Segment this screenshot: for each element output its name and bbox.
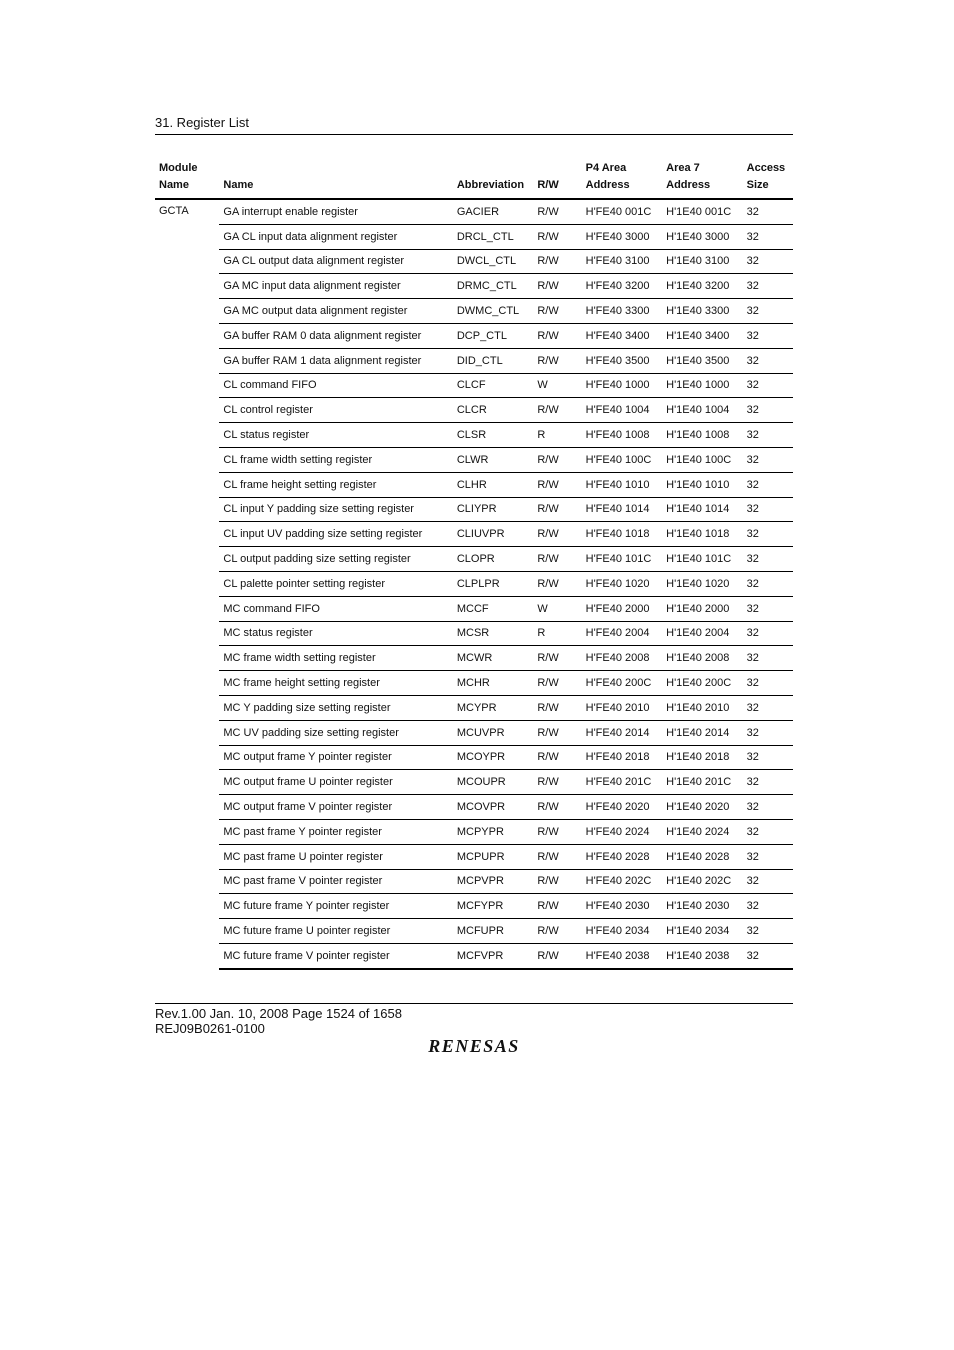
area7-address-cell: H'1E40 3100	[662, 249, 743, 274]
rw-cell: R/W	[533, 274, 581, 299]
abbreviation-cell: MCCF	[453, 596, 534, 621]
p4-address-cell: H'FE40 2008	[582, 646, 663, 671]
register-name-cell: MC output frame U pointer register	[219, 770, 452, 795]
area7-address-cell: H'1E40 1010	[662, 472, 743, 497]
area7-address-cell: H'1E40 3400	[662, 323, 743, 348]
abbreviation-cell: MCOYPR	[453, 745, 534, 770]
register-name-cell: CL output padding size setting register	[219, 547, 452, 572]
p4-address-cell: H'FE40 1004	[582, 398, 663, 423]
rw-cell: R/W	[533, 472, 581, 497]
rw-cell: R/W	[533, 249, 581, 274]
register-name-cell: CL status register	[219, 423, 452, 448]
area7-address-cell: H'1E40 1004	[662, 398, 743, 423]
abbreviation-cell: DRCL_CTL	[453, 224, 534, 249]
register-name-cell: GA buffer RAM 1 data alignment register	[219, 348, 452, 373]
area7-address-cell: H'1E40 200C	[662, 671, 743, 696]
p4-address-cell: H'FE40 1014	[582, 497, 663, 522]
p4-address-cell: H'FE40 3300	[582, 299, 663, 324]
area7-address-cell: H'1E40 101C	[662, 547, 743, 572]
register-name-cell: CL frame width setting register	[219, 447, 452, 472]
register-name-cell: CL input UV padding size setting register	[219, 522, 452, 547]
access-size-cell: 32	[743, 844, 793, 869]
abbreviation-cell: MCFYPR	[453, 894, 534, 919]
table-row	[155, 596, 793, 621]
column-header-module: Module Name	[155, 158, 219, 199]
abbreviation-cell: MCFUPR	[453, 919, 534, 944]
register-name-cell: MC output frame Y pointer register	[219, 745, 452, 770]
rw-cell: R/W	[533, 869, 581, 894]
register-table	[155, 158, 793, 970]
abbreviation-cell: MCUVPR	[453, 720, 534, 745]
register-name-cell: MC past frame Y pointer register	[219, 819, 452, 844]
column-header-area7-address: Area 7 Address	[662, 158, 743, 199]
rw-cell: R/W	[533, 323, 581, 348]
register-name-cell: MC Y padding size setting register	[219, 695, 452, 720]
register-name-cell: MC future frame U pointer register	[219, 919, 452, 944]
access-size-cell: 32	[743, 596, 793, 621]
access-size-cell: 32	[743, 795, 793, 820]
abbreviation-cell: GACIER	[453, 199, 534, 224]
column-header-rw: R/W	[533, 158, 581, 199]
abbreviation-cell: MCYPR	[453, 695, 534, 720]
abbreviation-cell: CLIUVPR	[453, 522, 534, 547]
column-header-name: Name	[219, 158, 452, 199]
table-row	[155, 919, 793, 944]
rw-cell: R/W	[533, 547, 581, 572]
table-row	[155, 348, 793, 373]
rw-cell: R/W	[533, 720, 581, 745]
rw-cell: W	[533, 373, 581, 398]
column-header-p4-address: P4 Area Address	[582, 158, 663, 199]
access-size-cell: 32	[743, 348, 793, 373]
access-size-cell: 32	[743, 522, 793, 547]
access-size-cell: 32	[743, 720, 793, 745]
p4-address-cell: H'FE40 2038	[582, 943, 663, 968]
area7-address-cell: H'1E40 202C	[662, 869, 743, 894]
access-size-cell: 32	[743, 497, 793, 522]
area7-address-cell: H'1E40 1008	[662, 423, 743, 448]
abbreviation-cell: CLOPR	[453, 547, 534, 572]
table-row	[155, 323, 793, 348]
access-size-cell: 32	[743, 472, 793, 497]
register-name-cell: MC frame width setting register	[219, 646, 452, 671]
table-row	[155, 795, 793, 820]
rw-cell: R/W	[533, 522, 581, 547]
rw-cell: R/W	[533, 299, 581, 324]
abbreviation-cell: DID_CTL	[453, 348, 534, 373]
table-row	[155, 299, 793, 324]
p4-address-cell: H'FE40 2010	[582, 695, 663, 720]
abbreviation-cell: CLWR	[453, 447, 534, 472]
p4-address-cell: H'FE40 3500	[582, 348, 663, 373]
access-size-cell: 32	[743, 621, 793, 646]
p4-address-cell: H'FE40 3200	[582, 274, 663, 299]
rw-cell: R/W	[533, 919, 581, 944]
area7-address-cell: H'1E40 2010	[662, 695, 743, 720]
p4-address-cell: H'FE40 2030	[582, 894, 663, 919]
area7-address-cell: H'1E40 1018	[662, 522, 743, 547]
rw-cell: R/W	[533, 819, 581, 844]
p4-address-cell: H'FE40 001C	[582, 199, 663, 224]
column-header-abbreviation: Abbreviation	[453, 158, 534, 199]
rw-cell: R/W	[533, 844, 581, 869]
access-size-cell: 32	[743, 571, 793, 596]
register-name-cell: GA interrupt enable register	[219, 199, 452, 224]
abbreviation-cell: MCOVPR	[453, 795, 534, 820]
rw-cell: R/W	[533, 199, 581, 224]
rw-cell: R/W	[533, 770, 581, 795]
register-name-cell: GA buffer RAM 0 data alignment register	[219, 323, 452, 348]
area7-address-cell: H'1E40 2018	[662, 745, 743, 770]
register-name-cell: CL control register	[219, 398, 452, 423]
access-size-cell: 32	[743, 695, 793, 720]
area7-address-cell: H'1E40 2014	[662, 720, 743, 745]
access-size-cell: 32	[743, 274, 793, 299]
document-number: REJ09B0261-0100	[155, 1021, 265, 1036]
area7-address-cell: H'1E40 2038	[662, 943, 743, 968]
access-size-cell: 32	[743, 745, 793, 770]
table-row	[155, 472, 793, 497]
p4-address-cell: H'FE40 1000	[582, 373, 663, 398]
table-row	[155, 745, 793, 770]
register-name-cell: GA CL output data alignment register	[219, 249, 452, 274]
abbreviation-cell: MCFVPR	[453, 943, 534, 968]
register-name-cell: GA CL input data alignment register	[219, 224, 452, 249]
table-header-row	[155, 158, 793, 199]
access-size-cell: 32	[743, 447, 793, 472]
rw-cell: R	[533, 423, 581, 448]
p4-address-cell: H'FE40 3000	[582, 224, 663, 249]
register-name-cell: CL input Y padding size setting register	[219, 497, 452, 522]
rw-cell: R/W	[533, 224, 581, 249]
access-size-cell: 32	[743, 423, 793, 448]
access-size-cell: 32	[743, 869, 793, 894]
abbreviation-cell: MCHR	[453, 671, 534, 696]
p4-address-cell: H'FE40 1010	[582, 472, 663, 497]
p4-address-cell: H'FE40 3100	[582, 249, 663, 274]
register-name-cell: MC past frame U pointer register	[219, 844, 452, 869]
table-row	[155, 274, 793, 299]
area7-address-cell: H'1E40 2020	[662, 795, 743, 820]
register-name-cell: MC status register	[219, 621, 452, 646]
p4-address-cell: H'FE40 2018	[582, 745, 663, 770]
rw-cell: R/W	[533, 571, 581, 596]
table-row	[155, 571, 793, 596]
p4-address-cell: H'FE40 1018	[582, 522, 663, 547]
rw-cell: R/W	[533, 795, 581, 820]
table-row	[155, 695, 793, 720]
access-size-cell: 32	[743, 919, 793, 944]
table-row	[155, 844, 793, 869]
revision-info: Rev.1.00 Jan. 10, 2008 Page 1524 of 1658	[155, 1006, 402, 1021]
register-name-cell: MC UV padding size setting register	[219, 720, 452, 745]
p4-address-cell: H'FE40 1020	[582, 571, 663, 596]
rw-cell: R/W	[533, 671, 581, 696]
access-size-cell: 32	[743, 671, 793, 696]
access-size-cell: 32	[743, 943, 793, 968]
area7-address-cell: H'1E40 2030	[662, 894, 743, 919]
register-name-cell: GA MC input data alignment register	[219, 274, 452, 299]
p4-address-cell: H'FE40 2000	[582, 596, 663, 621]
area7-address-cell: H'1E40 3200	[662, 274, 743, 299]
page-header	[155, 114, 793, 135]
column-header-access-size: Access Size	[743, 158, 793, 199]
rw-cell: W	[533, 596, 581, 621]
table-row	[155, 373, 793, 398]
access-size-cell: 32	[743, 894, 793, 919]
area7-address-cell: H'1E40 1000	[662, 373, 743, 398]
p4-address-cell: H'FE40 100C	[582, 447, 663, 472]
register-name-cell: MC output frame V pointer register	[219, 795, 452, 820]
register-name-cell: MC frame height setting register	[219, 671, 452, 696]
renesas-logo-icon	[414, 1036, 534, 1056]
rw-cell: R/W	[533, 497, 581, 522]
table-row	[155, 522, 793, 547]
table-row	[155, 224, 793, 249]
abbreviation-cell: DWMC_CTL	[453, 299, 534, 324]
area7-address-cell: H'1E40 1020	[662, 571, 743, 596]
p4-address-cell: H'FE40 2004	[582, 621, 663, 646]
abbreviation-cell: MCPVPR	[453, 869, 534, 894]
rw-cell: R/W	[533, 695, 581, 720]
table-row	[155, 646, 793, 671]
table-row	[155, 621, 793, 646]
area7-address-cell: H'1E40 2004	[662, 621, 743, 646]
access-size-cell: 32	[743, 323, 793, 348]
section-title: 31. Register List	[155, 115, 249, 130]
area7-address-cell: H'1E40 3300	[662, 299, 743, 324]
p4-address-cell: H'FE40 2034	[582, 919, 663, 944]
table-row	[155, 869, 793, 894]
p4-address-cell: H'FE40 1008	[582, 423, 663, 448]
table-row	[155, 894, 793, 919]
access-size-cell: 32	[743, 249, 793, 274]
register-name-cell: MC command FIFO	[219, 596, 452, 621]
area7-address-cell: H'1E40 3500	[662, 348, 743, 373]
register-name-cell: MC future frame V pointer register	[219, 943, 452, 968]
table-row	[155, 398, 793, 423]
area7-address-cell: H'1E40 2000	[662, 596, 743, 621]
area7-address-cell: H'1E40 2028	[662, 844, 743, 869]
table-row	[155, 720, 793, 745]
rw-cell: R/W	[533, 894, 581, 919]
p4-address-cell: H'FE40 2020	[582, 795, 663, 820]
register-name-cell: MC future frame Y pointer register	[219, 894, 452, 919]
rw-cell: R/W	[533, 646, 581, 671]
abbreviation-cell: MCSR	[453, 621, 534, 646]
table-row	[155, 770, 793, 795]
access-size-cell: 32	[743, 299, 793, 324]
table-row	[155, 671, 793, 696]
area7-address-cell: H'1E40 2008	[662, 646, 743, 671]
table-row	[155, 819, 793, 844]
rw-cell: R/W	[533, 348, 581, 373]
p4-address-cell: H'FE40 2014	[582, 720, 663, 745]
p4-address-cell: H'FE40 3400	[582, 323, 663, 348]
table-row	[155, 199, 793, 224]
p4-address-cell: H'FE40 200C	[582, 671, 663, 696]
logo-text: RENESAS	[428, 1036, 520, 1056]
abbreviation-cell: CLIYPR	[453, 497, 534, 522]
rw-cell: R/W	[533, 398, 581, 423]
abbreviation-cell: CLPLPR	[453, 571, 534, 596]
table-body	[155, 199, 793, 969]
area7-address-cell: H'1E40 1014	[662, 497, 743, 522]
rw-cell: R/W	[533, 943, 581, 968]
abbreviation-cell: MCWR	[453, 646, 534, 671]
area7-address-cell: H'1E40 2024	[662, 819, 743, 844]
register-name-cell: CL frame height setting register	[219, 472, 452, 497]
register-name-cell: CL command FIFO	[219, 373, 452, 398]
area7-address-cell: H'1E40 100C	[662, 447, 743, 472]
area7-address-cell: H'1E40 201C	[662, 770, 743, 795]
abbreviation-cell: DCP_CTL	[453, 323, 534, 348]
table-row	[155, 497, 793, 522]
abbreviation-cell: DWCL_CTL	[453, 249, 534, 274]
abbreviation-cell: CLHR	[453, 472, 534, 497]
access-size-cell: 32	[743, 373, 793, 398]
register-name-cell: MC past frame V pointer register	[219, 869, 452, 894]
abbreviation-cell: CLCR	[453, 398, 534, 423]
module-name-cell: GCTA	[159, 205, 189, 217]
p4-address-cell: H'FE40 202C	[582, 869, 663, 894]
register-name-cell: CL palette pointer setting register	[219, 571, 452, 596]
table-row	[155, 423, 793, 448]
access-size-cell: 32	[743, 224, 793, 249]
abbreviation-cell: MCOUPR	[453, 770, 534, 795]
table-row	[155, 943, 793, 968]
p4-address-cell: H'FE40 2024	[582, 819, 663, 844]
p4-address-cell: H'FE40 2028	[582, 844, 663, 869]
access-size-cell: 32	[743, 646, 793, 671]
access-size-cell: 32	[743, 819, 793, 844]
p4-address-cell: H'FE40 201C	[582, 770, 663, 795]
abbreviation-cell: DRMC_CTL	[453, 274, 534, 299]
page-footer	[155, 1003, 793, 1036]
rw-cell: R	[533, 621, 581, 646]
table-row	[155, 249, 793, 274]
access-size-cell: 32	[743, 199, 793, 224]
access-size-cell: 32	[743, 547, 793, 572]
access-size-cell: 32	[743, 398, 793, 423]
abbreviation-cell: MCPYPR	[453, 819, 534, 844]
area7-address-cell: H'1E40 3000	[662, 224, 743, 249]
abbreviation-cell: CLCF	[453, 373, 534, 398]
rw-cell: R/W	[533, 745, 581, 770]
abbreviation-cell: MCPUPR	[453, 844, 534, 869]
access-size-cell: 32	[743, 770, 793, 795]
p4-address-cell: H'FE40 101C	[582, 547, 663, 572]
table-row	[155, 547, 793, 572]
abbreviation-cell: CLSR	[453, 423, 534, 448]
rw-cell: R/W	[533, 447, 581, 472]
table-row	[155, 447, 793, 472]
register-name-cell: GA MC output data alignment register	[219, 299, 452, 324]
area7-address-cell: H'1E40 001C	[662, 199, 743, 224]
area7-address-cell: H'1E40 2034	[662, 919, 743, 944]
